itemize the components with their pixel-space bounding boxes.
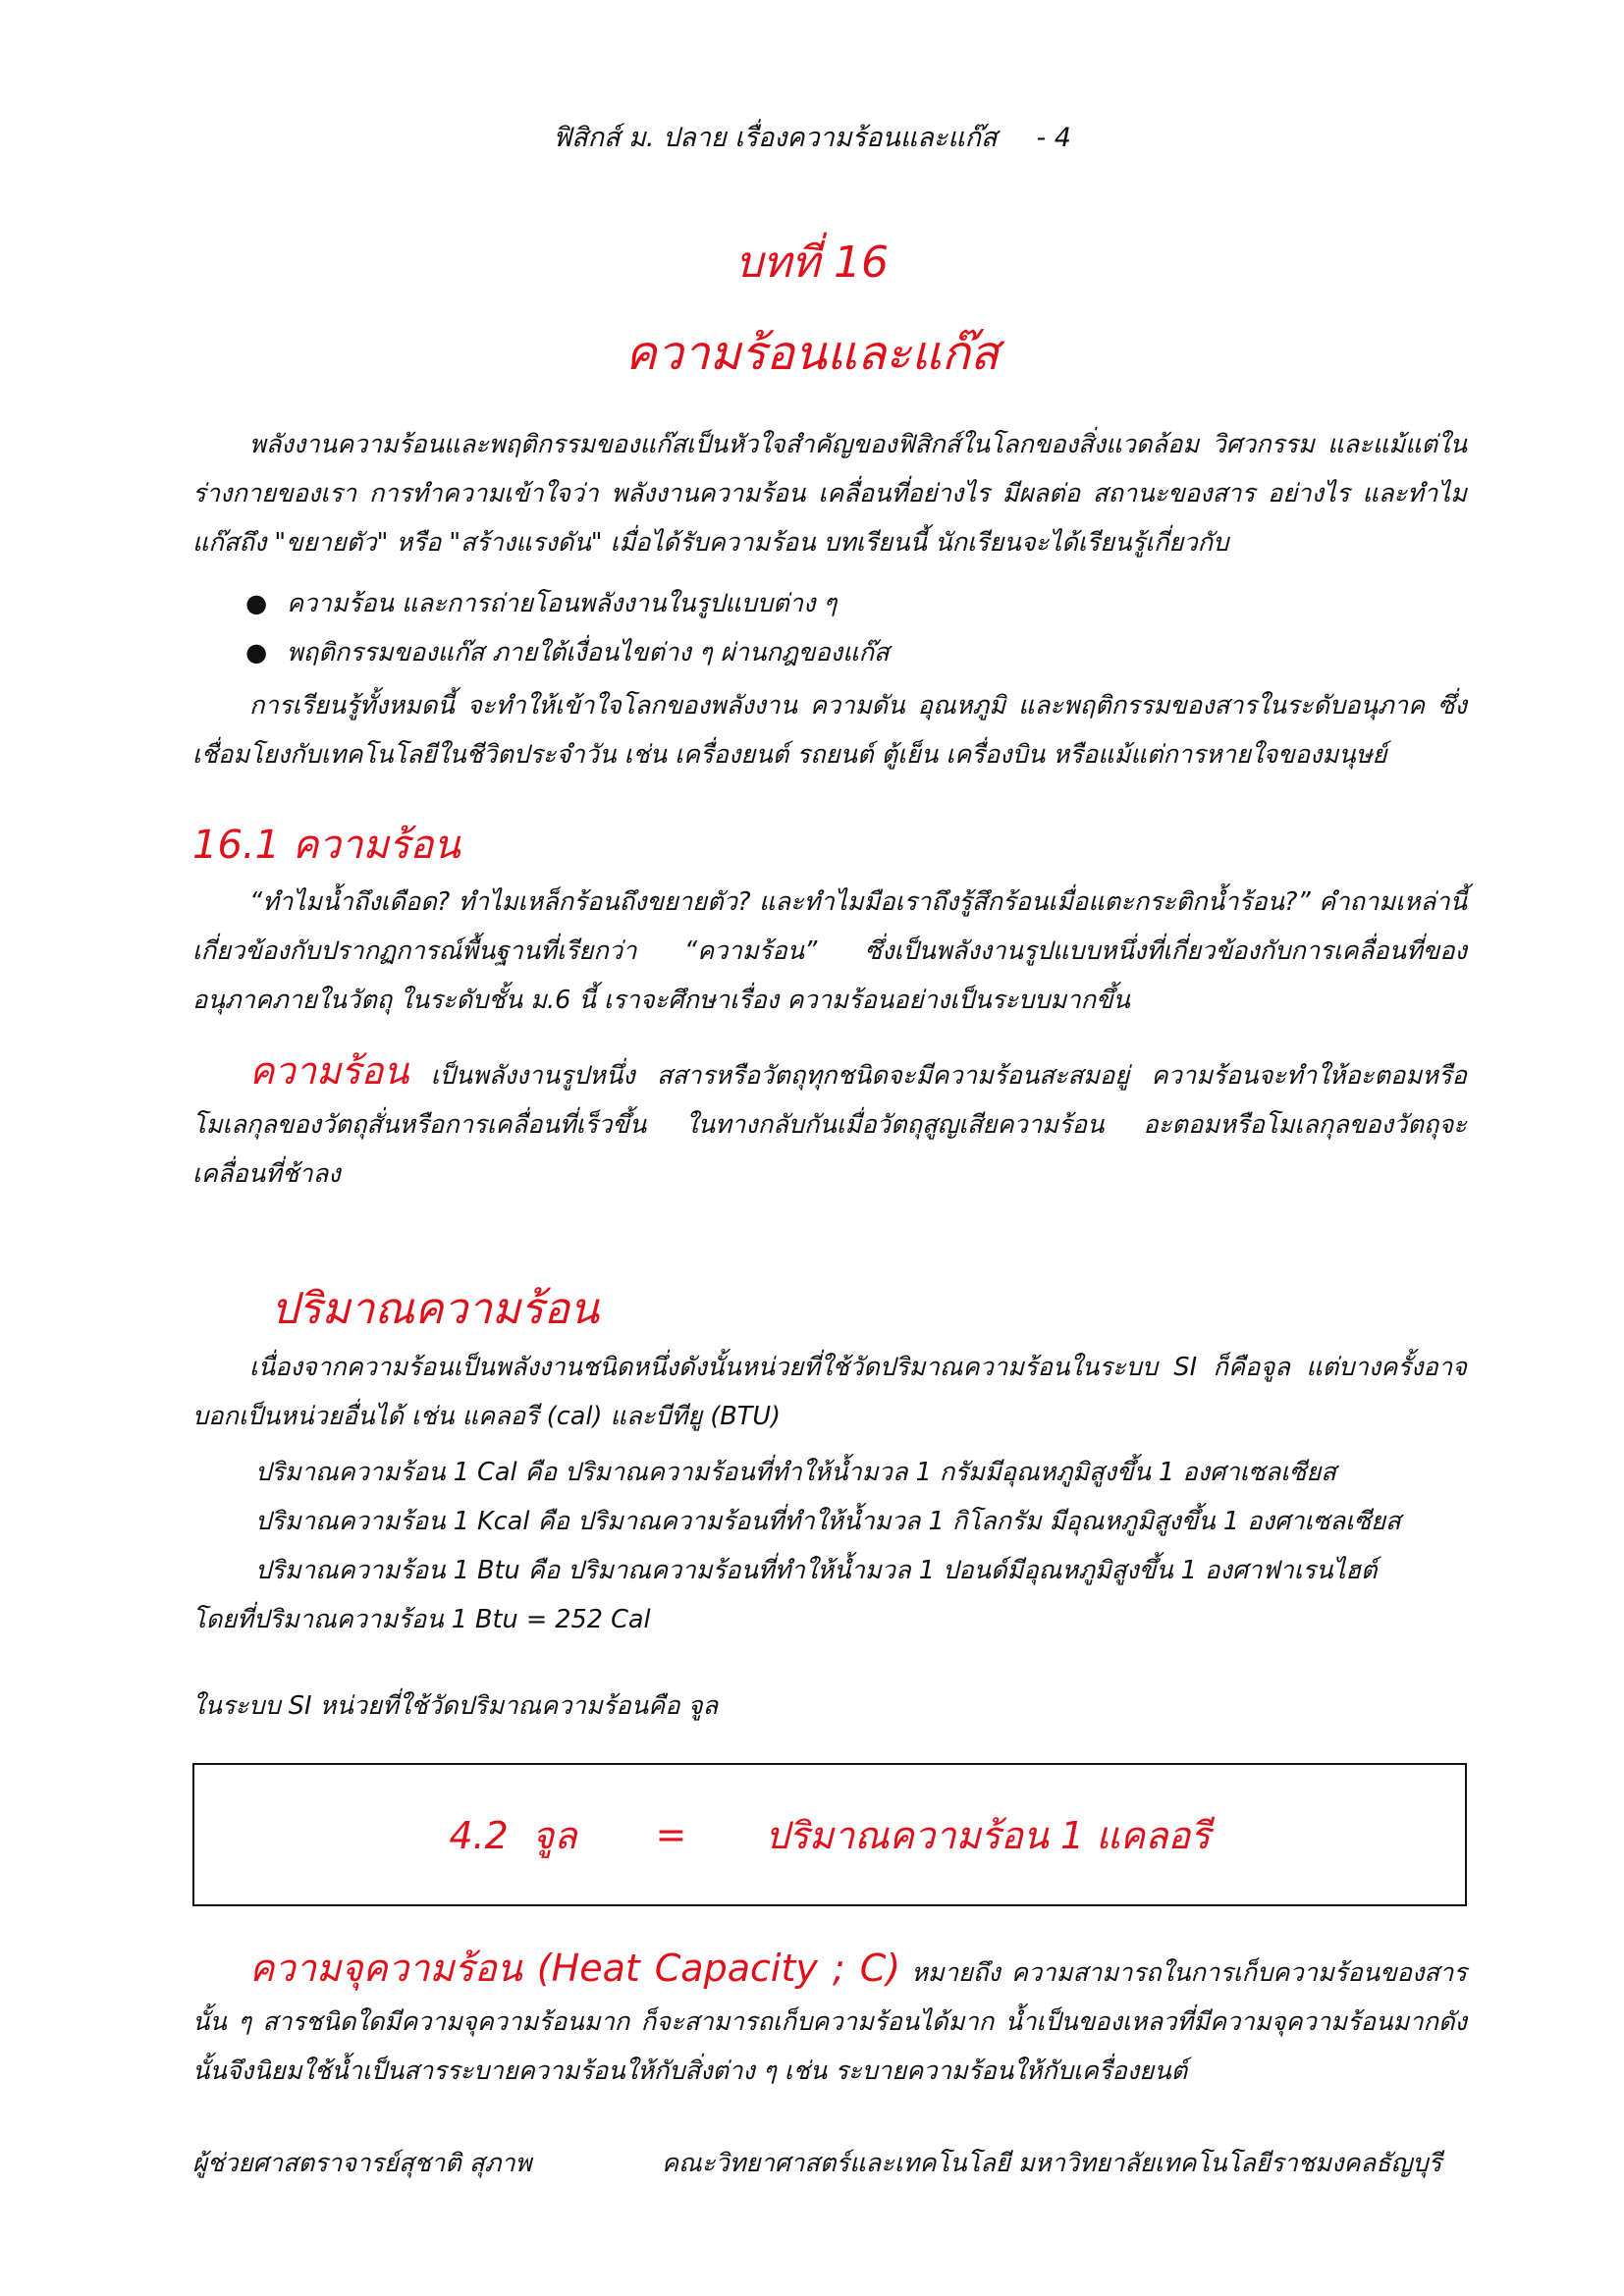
conversion-equals: = [655, 1813, 687, 1856]
definition-btu: ปริมาณความร้อน 1 Btu คือ ปริมาณความร้อนที่ทำให้น้ำมวล 1 ปอนด์มีอุณหภูมิสูงขึ้น 1 องศาฟาเรนไฮต์ [255, 1556, 1378, 1585]
heat-capacity-paragraph [192, 1944, 1467, 2096]
heat-quantity-title: ปริมาณความร้อน [271, 1284, 600, 1334]
chapter-title: ความร้อนและแก๊ส [624, 326, 1000, 381]
btu-relation: โดยที่ปริมาณความร้อน 1 Btu = 252 Cal [192, 1605, 651, 1634]
definition-kcal: ปริมาณความร้อน 1 Kcal คือ ปริมาณความร้อนที่ทำให้น้ำมวล 1 กิโลกรัม มีอุณหภูมิสูงขึ้น 1 องศาเซลเซียส [255, 1507, 1401, 1536]
question-paragraph: “ทำไมน้ำถึงเดือด? ทำไมเหล็กร้อนถึงขยายตัว? และทำไมมือเราถึงรู้สึกร้อนเมื่อแตะกระติกน้ำร้อน?” คำถามเหล่านี้เกี่ยวข้องกับปรากฏการณ์พื้นฐานที่เรียกว่า “ความร้อน” ซึ่งเป็นพลังงานรูปแบบหนึ่งที่เกี่ยวข้องกับการเคลื่อนที่ของอนุภาคภายในวัตถุ ในระดับชั้น ม.6 นี้ เราจะศึกษาเรื่อง ความร้อนอย่างเป็นระบบมากขึ้น [192, 887, 1467, 1015]
heat-capacity-term: ความจุความร้อน (Heat Capacity ; C) [249, 1947, 901, 1990]
footer-author: ผู้ช่วยศาสตราจารย์สุชาติ สุภาพ [192, 2149, 532, 2178]
intro-paragraph: พลังงานความร้อนและพฤติกรรมของแก๊สเป็นหัวใจสำคัญของฟิสิกส์ในโลกของสิ่งแวดล้อม วิศวกรรม และแม้แต่ในร่างกายของเรา การทำความเข้าใจว่า พลังงานความร้อน เคลื่อนที่อย่างไร มีผลต่อ สถานะของสาร อย่างไร และทำไมแก๊สถึง "ขยายตัว" หรือ "สร้างแรงดัน" เมื่อได้รับความร้อน บทเรียนนี้ นักเรียนจะได้เรียนรู้เกี่ยวกับ [192, 430, 1467, 558]
si-unit-note: ในระบบ SI หน่วยที่ใช้วัดปริมาณความร้อนคือ จูล [192, 1691, 719, 1721]
conversion-right: ปริมาณความร้อน 1 แคลอรี [765, 1813, 1211, 1857]
page-header [0, 116, 1624, 158]
section-title: 16.1 ความร้อน [192, 823, 460, 868]
heat-definition-text: เป็นพลังงานรูปหนึ่ง สสารหรือวัตถุทุกชนิดจะมีความร้อนสะสมอยู่ ความร้อนจะทำให้อะตอมหรือโมเลกุลของวัตถุสั่นหรือการเคลื่อนที่เร็วขึ้น ในทางกลับกันเมื่อวัตถุสูญเสียความร้อน อะตอมหรือโมเลกุลของวัตถุจะเคลื่อนที่ช้าลง [192, 1061, 1467, 1189]
definition-cal: ปริมาณความร้อน 1 Cal คือ ปริมาณความร้อนที่ทำให้น้ำมวล 1 กรัมมีอุณหภูมิสูงขึ้น 1 องศาเซลเซียส [255, 1458, 1336, 1487]
footer-institution: คณะวิทยาศาสตร์และเทคโนโลยี มหาวิทยาลัยเทคโนโลยีราชมงคลธัญบุรี [662, 2149, 1442, 2178]
bullet-icon: ● [245, 589, 268, 618]
conversion-box-content [192, 1763, 1467, 1906]
bullet-item: ● ความร้อน และการถ่ายโอนพลังงานในรูปแบบต่าง ๆ [245, 579, 1463, 628]
intro-closing-paragraph: การเรียนรู้ทั้งหมดนี้ จะทำให้เข้าใจโลกของพลังงาน ความดัน อุณหภูมิ และพฤติกรรมของสารในระดับอนุภาค ซึ่งเชื่อมโยงกับเทคโนโลยีในชีวิตประจำวัน เช่น เครื่องยนต์ รถยนต์ ตู้เย็น เครื่องบิน หรือแม้แต่การหายใจของมนุษย์ [192, 691, 1467, 770]
heat-capacity-text: หมายถึง ความสามารถในการเก็บความร้อนของสารนั้น ๆ สารชนิดใดมีความจุความร้อนมาก ก็จะสามารถเก็บความร้อนได้มาก น้ำเป็นของเหลวที่มีความจุความร้อนมากดังนั้นจึงนิยมใช้น้ำเป็นสารระบายความร้อนให้กับสิ่งต่าง ๆ เช่น ระบายความร้อนให้กับเครื่องยนต์ [192, 1958, 1467, 2086]
header-title: ฟิสิกส์ ม. ปลาย เรื่องความร้อนและแก๊ส [553, 123, 998, 153]
conversion-left: 4.2 จูล [449, 1813, 577, 1857]
heat-quantity-paragraph: เนื่องจากความร้อนเป็นพลังงานชนิดหนึ่งดังนั้นหน่วยที่ใช้วัดปริมาณความร้อนในระบบ SI ก็คือจูล แต่บางครั้งอาจบอกเป็นหน่วยอื่นได้ เช่น แคลอรี (cal) และบีทียู (BTU) [192, 1353, 1467, 1431]
intro-bullet-list [245, 579, 1463, 677]
bullet-icon: ● [245, 638, 268, 667]
heat-term: ความร้อน [249, 1049, 409, 1093]
page-number: - 4 [1036, 123, 1071, 153]
chapter-number: บทที่ 16 [735, 238, 889, 288]
bullet-item: ● พฤติกรรมของแก๊ส ภายใต้เงื่อนไขต่าง ๆ ผ่านกฎของแก๊ส [245, 628, 1463, 677]
heat-definition-paragraph [192, 1046, 1467, 1199]
